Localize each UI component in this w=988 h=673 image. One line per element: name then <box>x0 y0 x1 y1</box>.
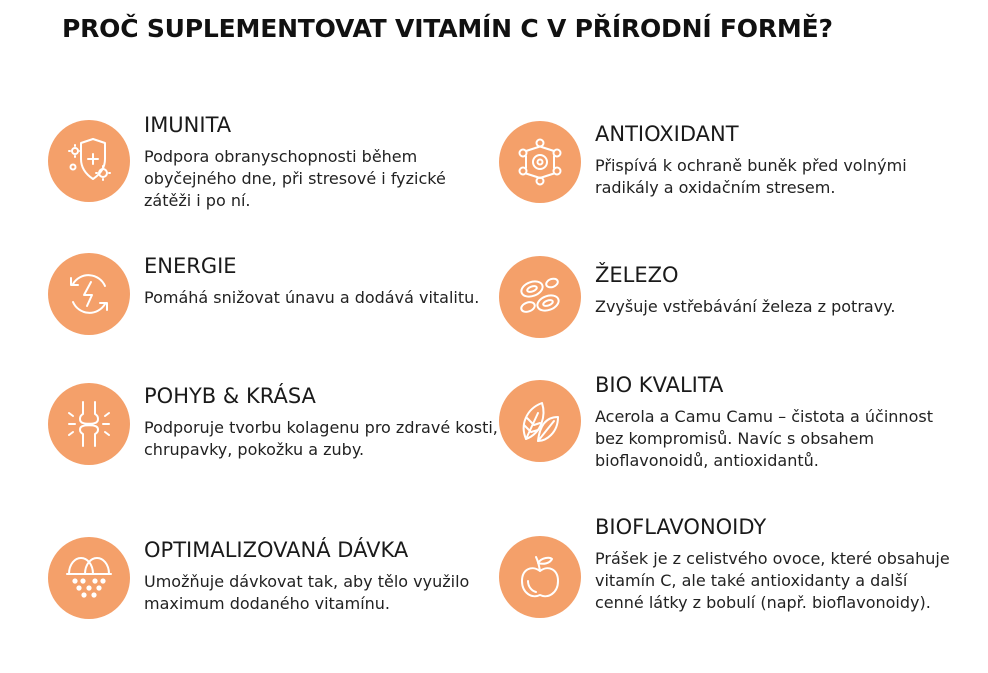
description: Zvyšuje vstřebávání železa z potravy. <box>595 297 896 316</box>
heading: ANTIOXIDANT <box>595 122 739 146</box>
benefit-imunita <box>48 112 498 212</box>
joint-icon <box>48 383 130 465</box>
energy-bolt-icon <box>48 253 130 335</box>
benefit-bioflavonoidy <box>499 514 959 644</box>
capsule-icon <box>48 537 130 619</box>
description: Prášek je z celistvého ovoce, které obsahuje vitamín C, ale také antioxidanty a další cenné látky z bobulí (např. bioflavonoidy). <box>595 549 950 612</box>
leaf-icon <box>499 380 581 462</box>
description: Podpora obranyschopnosti během obyčejného dne, při stresové i fyzické zátěži i po ní. <box>144 147 446 210</box>
heading: BIOFLAVONOIDY <box>595 515 767 539</box>
heading: OPTIMALIZOVANÁ DÁVKA <box>144 538 409 562</box>
description: Pomáhá snižovat únavu a dodává vitalitu. <box>144 288 480 307</box>
benefit-pohyb-krasa <box>48 383 498 473</box>
heading: IMUNITA <box>144 113 232 137</box>
heading: ŽELEZO <box>595 263 679 287</box>
benefit-zelezo <box>499 262 959 352</box>
benefit-antioxidant <box>499 121 959 211</box>
description: Podporuje tvorbu kolagenu pro zdravé kosti, chrupavky, pokožku a zuby. <box>144 418 498 459</box>
heading: POHYB & KRÁSA <box>144 384 316 408</box>
immune-shield-icon <box>48 120 130 202</box>
description: Acerola a Camu Camu – čistota a účinnost bez kompromisů. Navíc s obsahem bioflavonoidů, antioxidantů. <box>595 407 933 470</box>
description: Přispívá k ochraně buněk před volnými radikály a oxidačním stresem. <box>595 156 907 197</box>
heading: ENERGIE <box>144 254 237 278</box>
benefit-bio-kvalita <box>499 372 959 482</box>
fruit-icon <box>499 536 581 618</box>
page-title: PROČ SUPLEMENTOVAT VITAMÍN C V PŘÍRODNÍ FORMĚ? <box>62 14 833 43</box>
molecule-icon <box>499 121 581 203</box>
description: Umožňuje dávkovat tak, aby tělo využilo maximum dodaného vitamínu. <box>144 572 470 613</box>
blood-cells-icon <box>499 256 581 338</box>
benefit-energie <box>48 253 498 343</box>
heading: BIO KVALITA <box>595 373 724 397</box>
benefit-optimalizovana-davka <box>48 537 498 627</box>
